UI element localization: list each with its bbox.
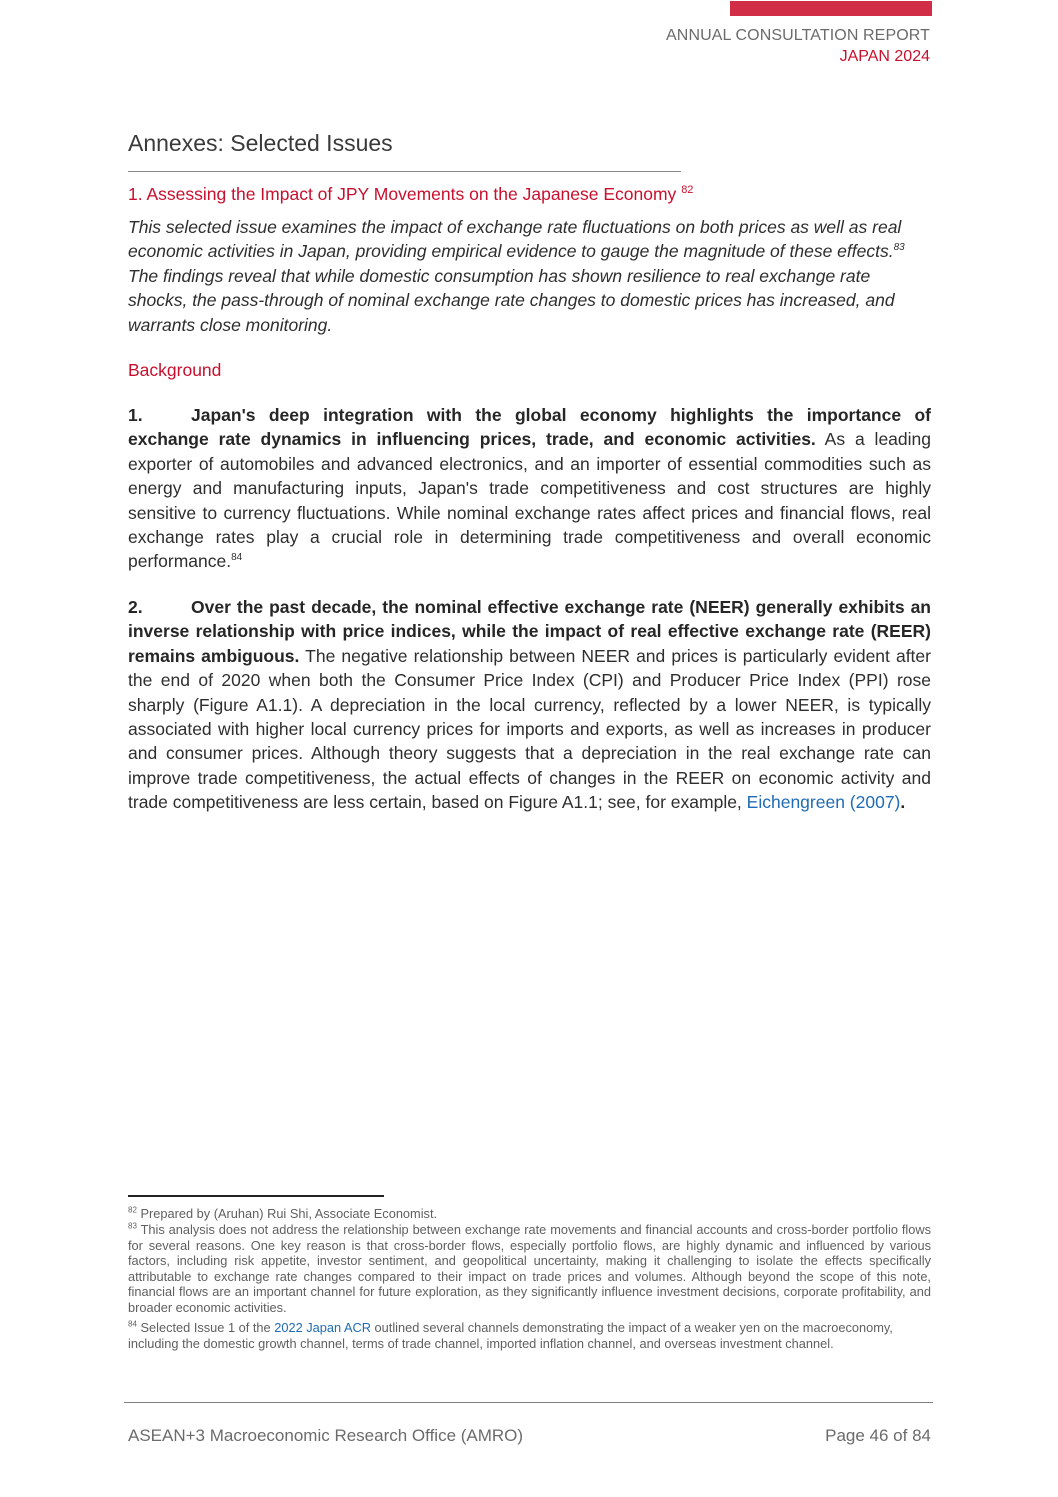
footnote-number: 83: [128, 1221, 137, 1231]
section-heading: [128, 182, 693, 206]
footnote-number: 82: [128, 1205, 137, 1215]
report-title: ANNUAL CONSULTATION REPORT: [666, 27, 930, 44]
title-divider: [128, 171, 681, 172]
page-number: Page 46 of 84: [825, 1426, 931, 1445]
japan-acr-2022-link[interactable]: 2022 Japan ACR: [274, 1320, 371, 1335]
footnote-text: outlined several channels demonstrating the impact of a weaker yen on the macroeconomy, including the domestic growth channel, terms of trade channel, imported inflation channel, and overseas investment channel.: [128, 1320, 893, 1351]
footer-divider: [124, 1402, 933, 1403]
paragraph-1: [128, 403, 931, 574]
paragraph-2: [128, 595, 931, 815]
paragraph-body: As a leading exporter of automobiles and advanced electronics, and an importer of essential commodities such as energy and manufacturing inputs, Japan's trade competitiveness and cost structures are highly sensitive to currency fluctuations. While nominal exchange rates affect prices and financial flows, real exchange rates play a crucial role in determining trade competitiveness and overall economic performance.: [128, 429, 931, 572]
footnote-ref-82[interactable]: 82: [681, 184, 694, 197]
section-heading-text: 1. Assessing the Impact of JPY Movements on the Japanese Economy: [128, 184, 677, 204]
page-title: Annexes: Selected Issues: [128, 130, 393, 156]
footnote-ref-84[interactable]: 84: [231, 552, 243, 564]
abstract-text-1: This selected issue examines the impact of exchange rate fluctuations on both prices as well as real economic activities in Japan, providing empirical evidence to gauge the magnitude of these effects.: [128, 217, 902, 262]
paragraph-number: 1.: [128, 405, 143, 425]
footnote-ref-83[interactable]: 83: [893, 242, 905, 254]
eichengreen-citation-link[interactable]: Eichengreen (2007): [746, 792, 901, 813]
footnote-text: Prepared by (Aruhan) Rui Shi, Associate Economist.: [136, 1206, 438, 1221]
footnote-83: [128, 1222, 931, 1316]
footnote-text: This analysis does not address the relationship between exchange rate movements and financial accounts and cross-border portfolio flows for several reasons. One key reason is that cross-border flows, especially portfolio flows, are highly dynamic and influenced by various factors, including risk appetite, investor sentiment, and geopolitical uncertainty, making it challenging to isolate the effects specifically attributable to exchange rate changes compared to their impact on trade prices and volumes. Although beyond the scope of this note, financial flows are an important channel for future exploration, as they significantly influence investment decisions, corporate profitability, and broader economic activities.: [128, 1222, 931, 1315]
footnote-text: Selected Issue 1 of the: [136, 1320, 275, 1335]
report-subtitle: JAPAN 2024: [839, 48, 930, 65]
paragraph-end-period: .: [900, 792, 906, 813]
header-accent-bar: [730, 1, 932, 16]
footnote-number: 84: [128, 1319, 137, 1329]
footnote-84: [128, 1320, 931, 1351]
paragraph-number: 2.: [128, 597, 143, 617]
paragraph-lead: Japan's deep integration with the global economy highlights the importance of exchange rate dynamics in influencing prices, trade, and economic activities.: [128, 405, 931, 450]
abstract-text-2: The findings reveal that while domestic consumption has shown resilience to real exchange rate shocks, the pass-through of nominal exchange rate changes to domestic prices has increased, and warrants close monitoring.: [128, 265, 895, 335]
footnote-82: [128, 1206, 931, 1222]
section-abstract: [128, 215, 931, 337]
footer-organization: ASEAN+3 Macroeconomic Research Office (AMRO): [128, 1426, 524, 1445]
footnote-separator: [128, 1195, 384, 1197]
paragraph-lead: Over the past decade, the nominal effective exchange rate (NEER) generally exhibits an inverse relationship with price indices, while the impact of real effective exchange rate (REER) remains ambiguous.: [128, 597, 931, 666]
subheading-background: Background: [128, 360, 222, 380]
paragraph-body: The negative relationship between NEER and prices is particularly evident after the end of 2020 when both the Consumer Price Index (CPI) and Producer Price Index (PPI) rose sharply (Figure A1.1). A depreciation in the local currency, reflected by a lower NEER, is typically associated with higher local currency prices for imports and exports, as well as increases in producer and consumer prices. Although theory suggests that a depreciation in the real exchange rate can improve trade competitiveness, the actual effects of changes in the REER on economic activity and trade competitiveness are less certain, based on Figure A1.1; see, for example,: [128, 645, 931, 813]
